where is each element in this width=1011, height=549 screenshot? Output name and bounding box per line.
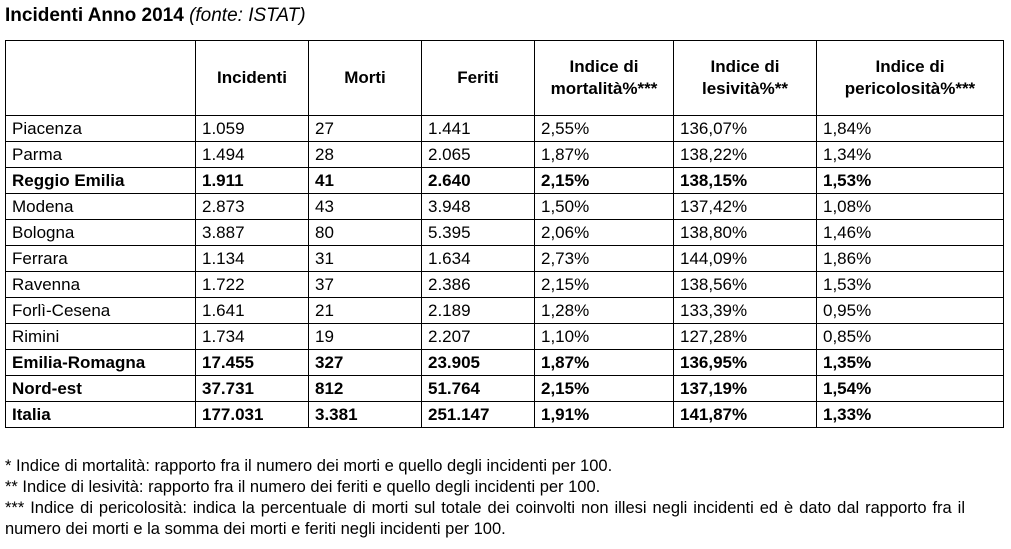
cell-region: Emilia-Romagna [6, 350, 196, 376]
cell-incidenti: 17.455 [196, 350, 309, 376]
cell-region: Ferrara [6, 246, 196, 272]
header-row [6, 41, 1004, 116]
cell-morti: 37 [309, 272, 422, 298]
cell-incidenti: 177.031 [196, 402, 309, 428]
statistics-table [5, 40, 1004, 428]
table-row [6, 298, 1004, 324]
title-main: Incidenti Anno 2014 [5, 5, 184, 26]
cell-morti: 21 [309, 298, 422, 324]
cell-indice-mortalita: 2,06% [535, 220, 674, 246]
cell-incidenti: 2.873 [196, 194, 309, 220]
cell-indice-lesivita: 137,42% [674, 194, 817, 220]
cell-indice-pericolosita: 1,86% [817, 246, 1004, 272]
table-row [6, 116, 1004, 142]
header-indice-pericolosita: Indice di pericolosità%*** [817, 41, 1004, 116]
cell-incidenti: 1.734 [196, 324, 309, 350]
cell-feriti: 1.634 [422, 246, 535, 272]
cell-indice-mortalita: 2,15% [535, 272, 674, 298]
cell-indice-mortalita: 1,87% [535, 350, 674, 376]
cell-indice-mortalita: 2,15% [535, 168, 674, 194]
cell-morti: 31 [309, 246, 422, 272]
page-title [5, 4, 306, 28]
cell-indice-lesivita: 127,28% [674, 324, 817, 350]
cell-feriti: 2.386 [422, 272, 535, 298]
cell-indice-pericolosita: 0,95% [817, 298, 1004, 324]
cell-indice-lesivita: 144,09% [674, 246, 817, 272]
cell-indice-lesivita: 138,15% [674, 168, 817, 194]
cell-incidenti: 1.641 [196, 298, 309, 324]
cell-indice-lesivita: 138,56% [674, 272, 817, 298]
cell-feriti: 5.395 [422, 220, 535, 246]
cell-indice-mortalita: 1,28% [535, 298, 674, 324]
table-body [6, 116, 1004, 428]
header-incidenti: Incidenti [196, 41, 309, 116]
cell-indice-pericolosita: 1,54% [817, 376, 1004, 402]
cell-indice-pericolosita: 1,35% [817, 350, 1004, 376]
table-row [6, 324, 1004, 350]
cell-morti: 80 [309, 220, 422, 246]
cell-indice-mortalita: 2,15% [535, 376, 674, 402]
table-row [6, 272, 1004, 298]
cell-indice-lesivita: 137,19% [674, 376, 817, 402]
cell-morti: 327 [309, 350, 422, 376]
cell-region: Modena [6, 194, 196, 220]
table-row [6, 220, 1004, 246]
title-source: (fonte: ISTAT) [189, 5, 306, 26]
cell-indice-pericolosita: 1,53% [817, 168, 1004, 194]
header-morti: Morti [309, 41, 422, 116]
cell-feriti: 51.764 [422, 376, 535, 402]
cell-indice-lesivita: 141,87% [674, 402, 817, 428]
cell-indice-mortalita: 2,55% [535, 116, 674, 142]
cell-indice-pericolosita: 0,85% [817, 324, 1004, 350]
cell-feriti: 3.948 [422, 194, 535, 220]
table-row [6, 142, 1004, 168]
cell-feriti: 251.147 [422, 402, 535, 428]
cell-incidenti: 1.722 [196, 272, 309, 298]
cell-indice-lesivita: 133,39% [674, 298, 817, 324]
table-row [6, 376, 1004, 402]
cell-indice-mortalita: 1,91% [535, 402, 674, 428]
cell-indice-lesivita: 138,80% [674, 220, 817, 246]
cell-morti: 43 [309, 194, 422, 220]
cell-region: Italia [6, 402, 196, 428]
cell-indice-mortalita: 1,50% [535, 194, 674, 220]
cell-region: Reggio Emilia [6, 168, 196, 194]
cell-morti: 28 [309, 142, 422, 168]
cell-indice-pericolosita: 1,33% [817, 402, 1004, 428]
cell-indice-mortalita: 1,10% [535, 324, 674, 350]
table-row [6, 168, 1004, 194]
cell-incidenti: 1.134 [196, 246, 309, 272]
cell-indice-pericolosita: 1,53% [817, 272, 1004, 298]
header-region [6, 41, 196, 116]
cell-region: Rimini [6, 324, 196, 350]
cell-indice-pericolosita: 1,34% [817, 142, 1004, 168]
cell-incidenti: 1.494 [196, 142, 309, 168]
footnote-pericolosita: *** Indice di pericolosità: indica la percentuale di morti sul totale dei coinvolti non illesi negli incidenti ed è dato dal rapporto fra il numero dei morti e la somma dei morti e feriti negli incidenti per 100. [5, 499, 965, 538]
cell-feriti: 23.905 [422, 350, 535, 376]
cell-region: Piacenza [6, 116, 196, 142]
cell-indice-mortalita: 2,73% [535, 246, 674, 272]
cell-feriti: 1.441 [422, 116, 535, 142]
cell-feriti: 2.640 [422, 168, 535, 194]
footnote-lesivita: ** Indice di lesività: rapporto fra il numero dei feriti e quello degli incidenti per 100. [5, 478, 601, 496]
cell-incidenti: 37.731 [196, 376, 309, 402]
cell-morti: 41 [309, 168, 422, 194]
cell-indice-lesivita: 136,07% [674, 116, 817, 142]
cell-region: Nord-est [6, 376, 196, 402]
table-row [6, 246, 1004, 272]
table-header [6, 41, 1004, 116]
footnote-mortalita: * Indice di mortalità: rapporto fra il numero dei morti e quello degli incidenti per 100. [5, 457, 613, 475]
cell-feriti: 2.065 [422, 142, 535, 168]
cell-incidenti: 3.887 [196, 220, 309, 246]
cell-feriti: 2.189 [422, 298, 535, 324]
header-indice-lesivita: Indice di lesività%** [674, 41, 817, 116]
cell-incidenti: 1.059 [196, 116, 309, 142]
cell-region: Bologna [6, 220, 196, 246]
cell-region: Forlì-Cesena [6, 298, 196, 324]
cell-feriti: 2.207 [422, 324, 535, 350]
footnotes [5, 456, 965, 540]
cell-incidenti: 1.911 [196, 168, 309, 194]
header-feriti: Feriti [422, 41, 535, 116]
cell-morti: 19 [309, 324, 422, 350]
cell-indice-pericolosita: 1,08% [817, 194, 1004, 220]
cell-indice-pericolosita: 1,84% [817, 116, 1004, 142]
cell-indice-pericolosita: 1,46% [817, 220, 1004, 246]
cell-morti: 812 [309, 376, 422, 402]
cell-indice-lesivita: 138,22% [674, 142, 817, 168]
cell-indice-mortalita: 1,87% [535, 142, 674, 168]
cell-morti: 27 [309, 116, 422, 142]
header-indice-mortalita: Indice di mortalità%*** [535, 41, 674, 116]
cell-region: Parma [6, 142, 196, 168]
table-row [6, 194, 1004, 220]
cell-region: Ravenna [6, 272, 196, 298]
cell-indice-lesivita: 136,95% [674, 350, 817, 376]
table-row [6, 402, 1004, 428]
table-row [6, 350, 1004, 376]
cell-morti: 3.381 [309, 402, 422, 428]
